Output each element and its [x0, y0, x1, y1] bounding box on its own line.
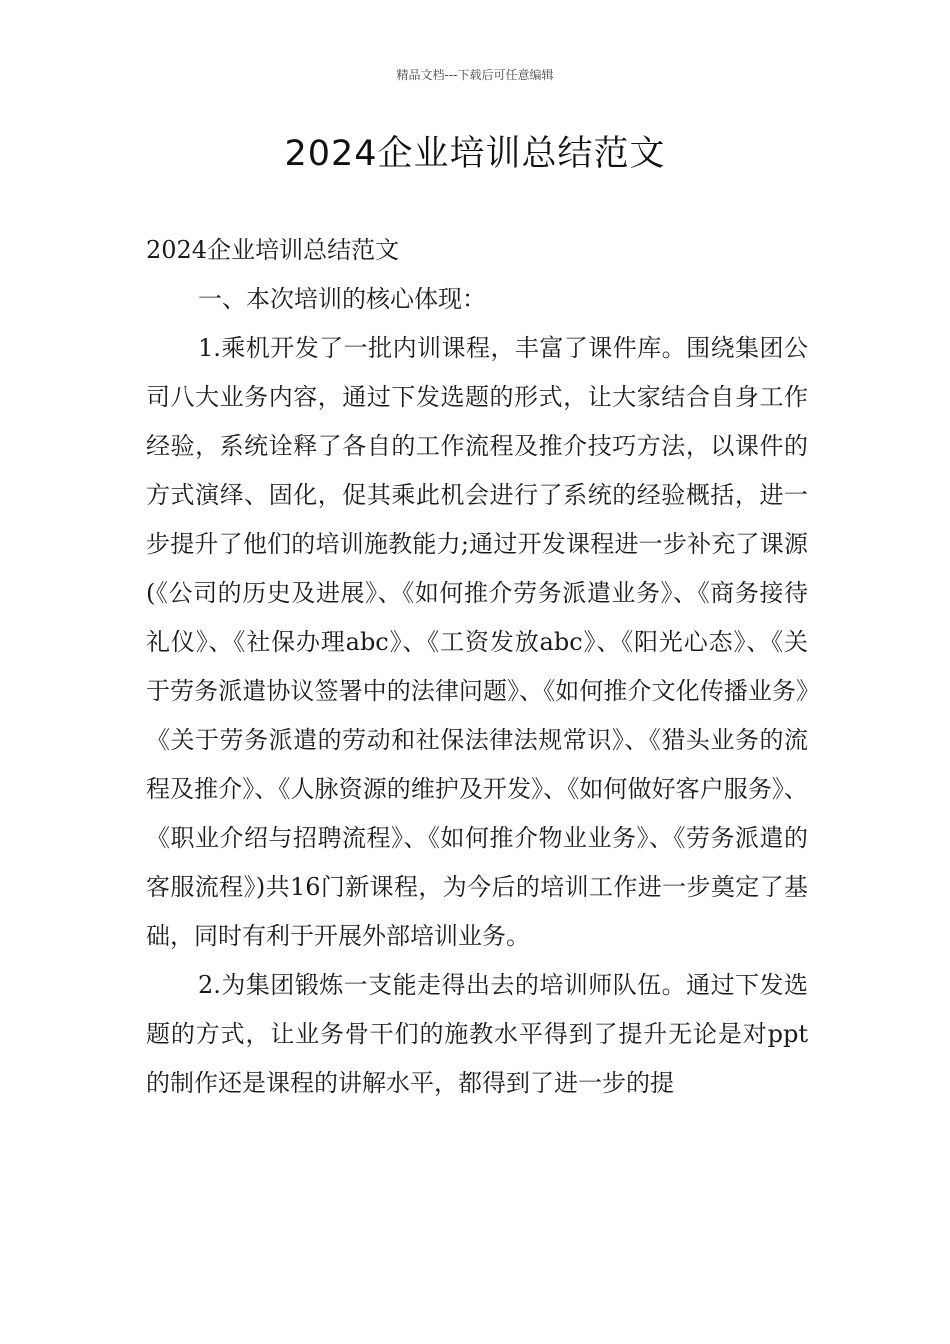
section-heading: 一、本次培训的核心体现：: [198, 285, 486, 313]
page-header-note: 精品文档---下载后可任意编辑: [396, 68, 554, 82]
document-subtitle: 2024企业培训总结范文: [146, 236, 400, 264]
document-title: 2024企业培训总结范文: [284, 134, 666, 174]
document-body: [146, 226, 808, 1108]
paragraph-1: 1.乘机开发了一批内训课程，丰富了课件库。围绕集团公司八大业务内容，通过下发选题的形式，让大家结合自身工作经验，系统诠释了各自的工作流程及推介技巧方法，以课件的方式演绎、固化，促其乘此机会进行了系统的经验概括，进一步提升了他们的培训施教能力;通过开发课程进一步补充了课源(《公司的历史及进展》、《如何推介劳务派遣业务》、《商务接待礼仪》、《社保办理abc》、《工资发放abc》、《阳光心态》、《关于劳务派遣协议签署中的法律问题》、《如何推介文化传播业务》《关于劳务派遣的劳动和社保法律法规常识》、《猎头业务的流程及推介》、《人脉资源的维护及开发》、《如何做好客户服务》、《职业介绍与招聘流程》、《如何推介物业业务》、《劳务派遣的客服流程》)共16门新课程，为今后的培训工作进一步奠定了基础，同时有利于开展外部培训业务。: [146, 334, 808, 950]
paragraph-2: 2.为集团锻炼一支能走得出去的培训师队伍。通过下发选题的方式，让业务骨干们的施教水平得到了提升无论是对ppt的制作还是课程的讲解水平，都得到了进一步的提: [146, 971, 808, 1097]
